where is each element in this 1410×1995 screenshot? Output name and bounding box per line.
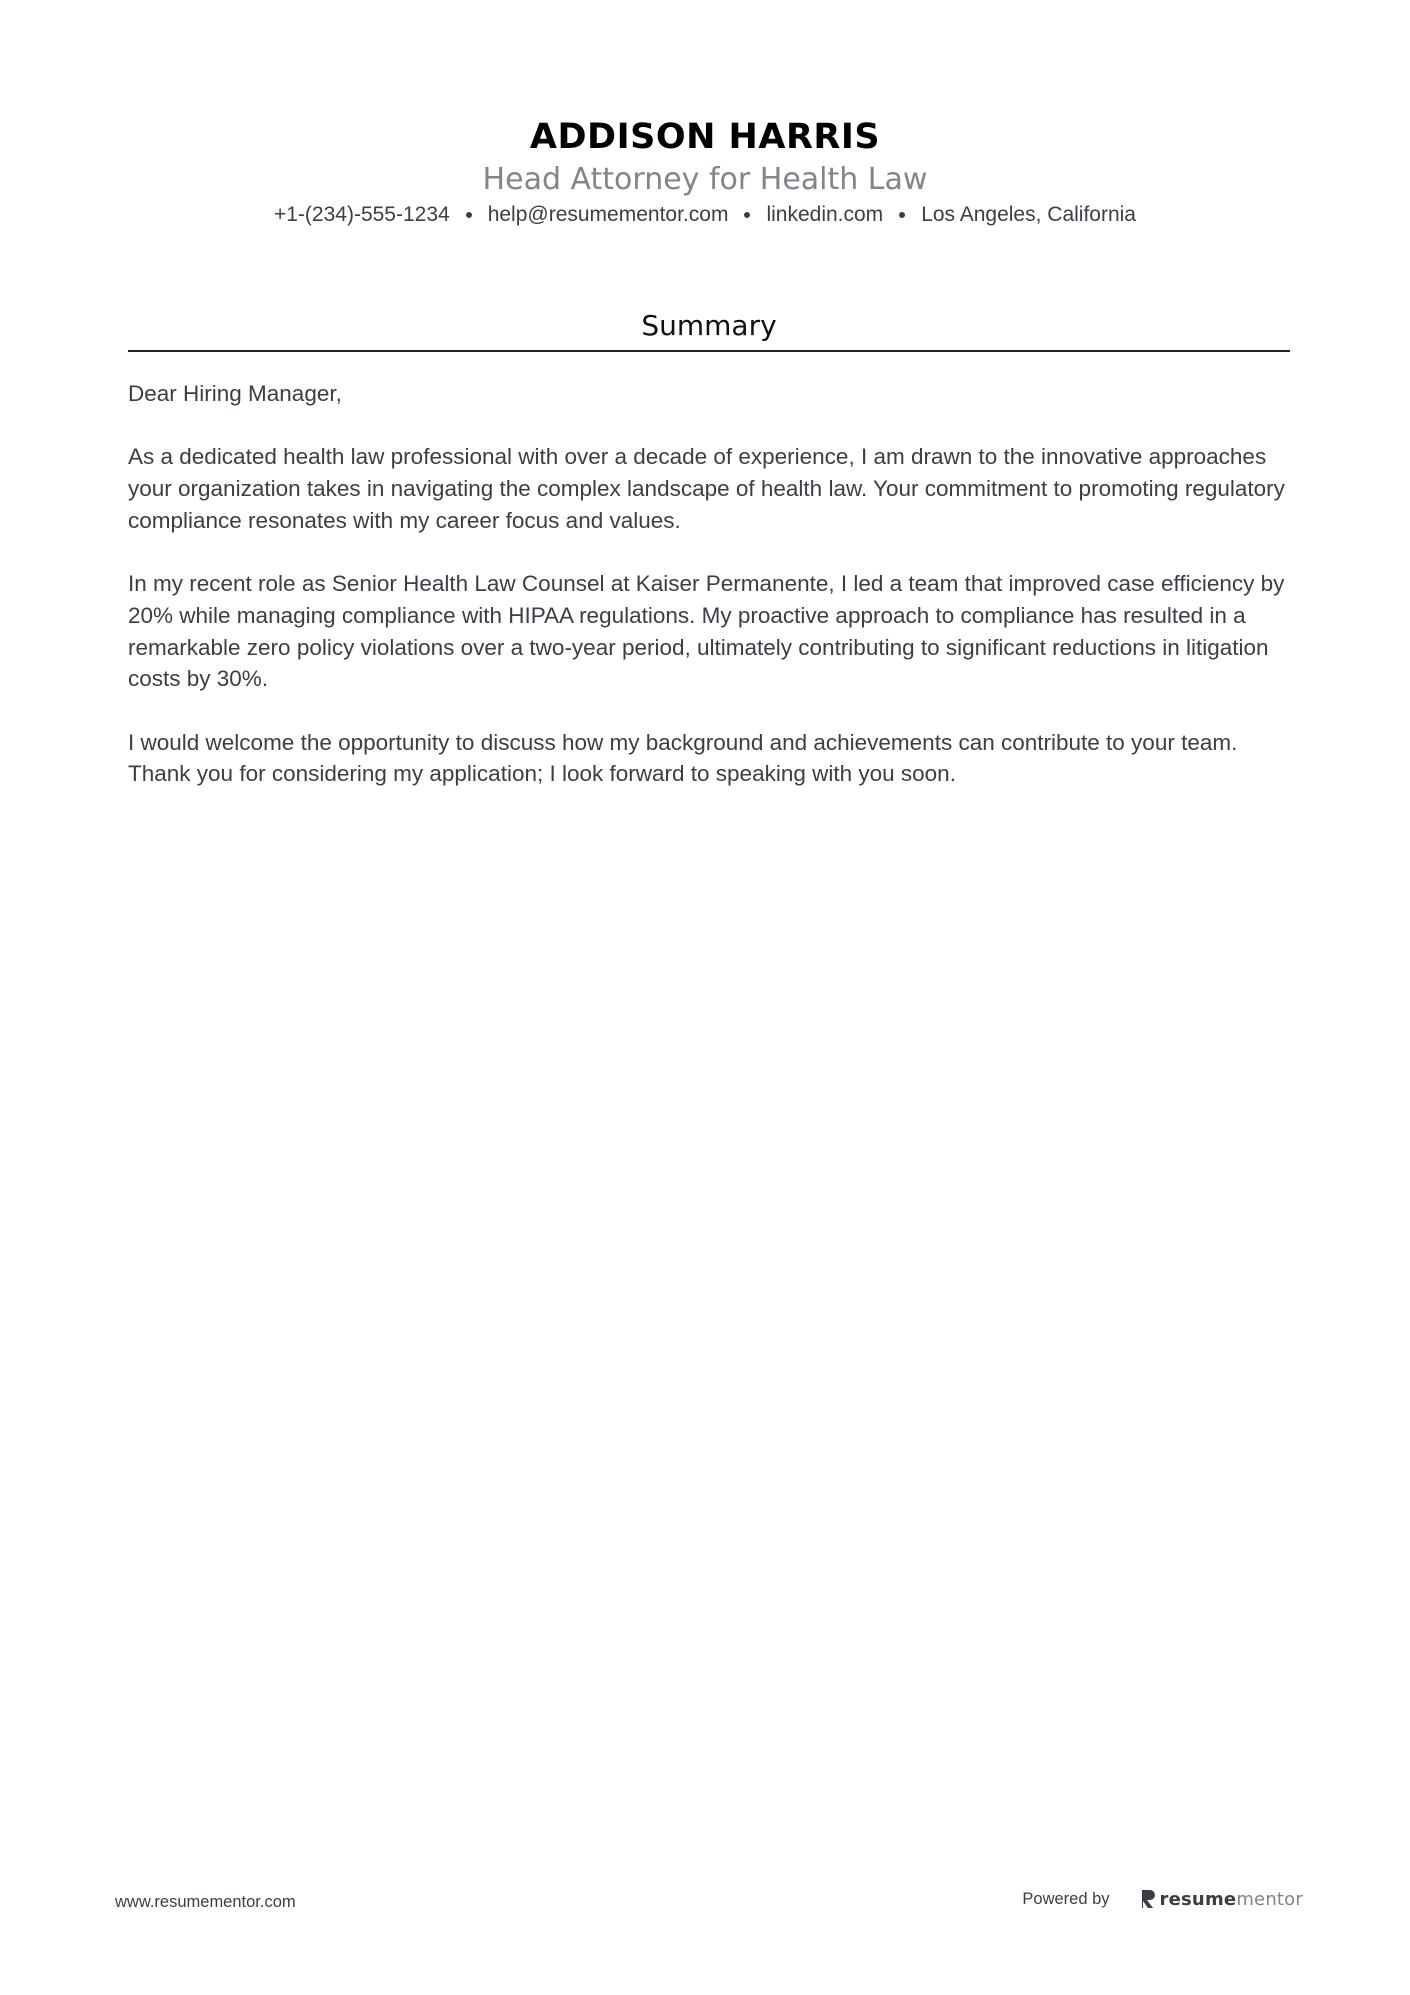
- resumementor-logo-icon: [1140, 1888, 1156, 1910]
- powered-by-label: Powered by: [1022, 1889, 1110, 1908]
- footer-brand: [1022, 1888, 1303, 1910]
- contact-linkedin[interactable]: linkedin.com: [766, 203, 884, 226]
- section-divider: [128, 350, 1290, 352]
- separator-dot: [466, 212, 472, 218]
- separator-dot: [744, 212, 750, 218]
- letter-greeting: Dear Hiring Manager,: [128, 381, 342, 406]
- letter-paragraph: As a dedicated health law professional with over a decade of experience, I am drawn to the innovative approaches your organization takes in navigating the complex landscape of health law. Your commitment to promoting regulatory compliance resonates with my career focus and values.: [128, 444, 1285, 533]
- letter-paragraph: In my recent role as Senior Health Law Counsel at Kaiser Permanente, I led a team that improved case efficiency by 20% while managing compliance with HIPAA regulations. My proactive approach to compliance has resulted in a remarkable zero policy violations over a two-year period, ultimately contributing to significant reductions in litigation costs by 30%.: [128, 571, 1285, 692]
- contact-line: [0, 198, 1410, 232]
- candidate-name: ADDISON HARRIS: [529, 117, 881, 157]
- contact-location: Los Angeles, California: [921, 203, 1136, 226]
- letter-paragraph: I would welcome the opportunity to discuss how my background and achievements can contribute to your team. Thank you for considering my application; I look forward to speaking with you soon.: [128, 729, 1238, 787]
- contact-email[interactable]: help@resumementor.com: [487, 203, 729, 226]
- brand-logo-light: mentor: [1236, 1888, 1303, 1910]
- separator-dot: [899, 212, 905, 218]
- section-title-summary: Summary: [641, 309, 777, 342]
- candidate-role: Head Attorney for Health Law: [482, 162, 928, 197]
- letter-body: [128, 378, 1290, 822]
- contact-phone: +1-(234)-555-1234: [273, 203, 450, 226]
- brand-logo[interactable]: [1160, 1889, 1303, 1910]
- footer-website[interactable]: www.resumementor.com: [115, 1893, 296, 1911]
- brand-logo-bold: resume: [1159, 1888, 1237, 1910]
- resume-header: [0, 112, 1410, 232]
